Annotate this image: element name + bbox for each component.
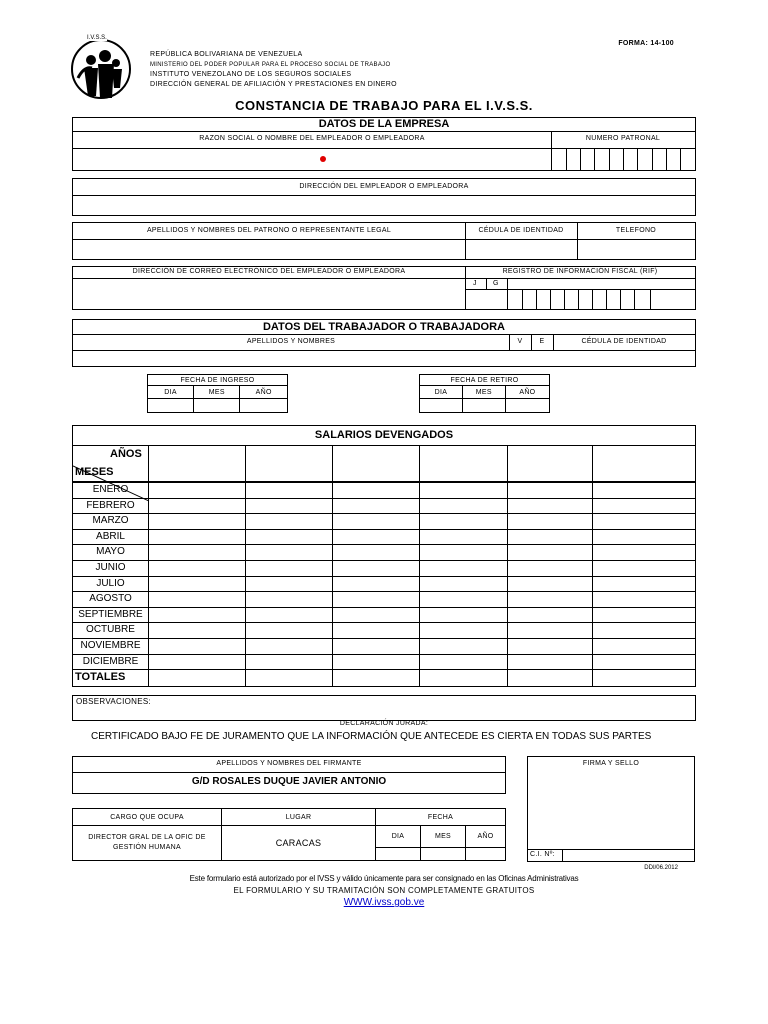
month-label: ABRIL	[96, 530, 125, 542]
cargo-label: CARGO QUE OCUPA	[73, 809, 222, 826]
numero-patronal-label: NUMERO PATRONAL	[585, 135, 661, 142]
month-row	[73, 639, 695, 655]
firmante-section	[72, 756, 506, 794]
representante-field[interactable]	[73, 240, 464, 259]
month-row	[73, 623, 695, 639]
trabajador-cedula-label: CÉDULA DE IDENTIDAD	[581, 338, 667, 345]
cargo-value: DIRECTOR GRAL DE LA OFIC DE GESTIÓN HUMANA	[73, 826, 222, 861]
header-line: MINISTERIO DEL PODER POPULAR PARA EL PROCESO SOCIAL DE TRABAJO	[150, 62, 391, 68]
mes-label: MES	[462, 386, 505, 399]
mes-label: MES	[421, 826, 466, 848]
meses-label: MESES	[75, 466, 114, 478]
anio-label: AÑO	[505, 386, 549, 399]
cedula-label: CÉDULA DE IDENTIDAD	[478, 227, 564, 234]
month-label: AGOSTO	[89, 593, 132, 605]
trabajador-title: DATOS DEL TRABAJADOR O TRABAJADORA	[262, 321, 505, 333]
firmante-label: APELLIDOS Y NOMBRES DEL FIRMANTE	[216, 760, 362, 767]
declaracion-text: CERTIFICADO BAJO FE DE JURAMENTO QUE LA INFORMACIÓN QUE ANTECEDE ES CIERTA EN TODAS SUS PARTES	[91, 731, 652, 742]
salarios-title: SALARIOS DEVENGADOS	[314, 429, 454, 441]
month-label: MARZO	[92, 515, 129, 527]
institution-lines	[150, 50, 397, 90]
retiro-dia-field[interactable]	[420, 399, 463, 413]
anos-label: AÑOS	[110, 448, 142, 460]
trabajador-nombres-label: APELLIDOS Y NOMBRES	[246, 338, 336, 345]
mes-label: MES	[194, 386, 240, 399]
month-row	[73, 530, 695, 546]
razon-social-field[interactable]	[73, 149, 550, 170]
month-row	[73, 514, 695, 530]
rif-g-label: G	[493, 280, 499, 287]
retiro-mes-field[interactable]	[462, 399, 505, 413]
fecha-label: FECHA	[376, 809, 506, 826]
ci-label: C.I. Nº:	[530, 851, 555, 858]
anio-label: AÑO	[466, 826, 506, 848]
website-link[interactable]: WWW.ivss.gob.ve	[343, 897, 425, 908]
footer-line1: Este formulario está autorizado por el IVSS y válido únicamente para ser consignado en las Oficinas Administrativas	[189, 874, 579, 883]
month-row	[73, 655, 695, 671]
dia-label: DIA	[148, 386, 194, 399]
salarios-section	[72, 425, 696, 687]
dia-label: DIA	[420, 386, 463, 399]
header-line: DIRECCIÓN GENERAL DE AFILIACIÓN Y PRESTACIONES EN DINERO	[150, 81, 397, 88]
red-dot-marker	[320, 156, 326, 162]
ingreso-anio-field[interactable]	[240, 399, 288, 413]
month-label: ENERO	[92, 484, 129, 495]
firma-dia-field[interactable]	[376, 847, 421, 860]
direccion-label: DIRECCIÓN DEL EMPLEADOR O EMPLEADORA	[299, 183, 469, 190]
month-label: MAYO	[96, 546, 125, 558]
correo-field[interactable]	[73, 279, 464, 309]
ingreso-mes-field[interactable]	[194, 399, 240, 413]
anio-label: AÑO	[240, 386, 288, 399]
firma-sello-label: FIRMA Y SELLO	[582, 760, 640, 767]
observaciones-label: OBSERVACIONES:	[76, 697, 152, 706]
logo-text: I.V.S.S.	[87, 35, 107, 41]
firma-sello-box[interactable]	[527, 756, 695, 862]
cedula-field[interactable]	[466, 240, 576, 259]
correo-label: DIRECCIÓN DE CORREO ELECTRÓNICO DEL EMPLEADOR O EMPLEADORA	[132, 268, 406, 275]
direccion-field[interactable]	[73, 196, 695, 215]
header-line: INSTITUTO VENEZOLANO DE LOS SEGUROS SOCIALES	[150, 71, 352, 78]
footer-code: DDI/06.2012	[644, 865, 678, 871]
declaracion-label: DECLARACIÓN JURADA:	[339, 720, 429, 727]
trabajador-field[interactable]	[73, 351, 695, 366]
correo-section	[72, 266, 696, 310]
month-label: FEBRERO	[86, 499, 135, 511]
month-row	[73, 499, 695, 515]
month-label: SEPTIEMBRE	[78, 608, 143, 620]
totales-label: TOTALES	[75, 671, 126, 684]
firma-mes-field[interactable]	[421, 847, 466, 860]
month-row	[73, 561, 695, 577]
e-label: E	[539, 338, 545, 345]
representante-label: APELLIDOS Y NOMBRES DEL PATRONO O REPRESENTANTE LEGAL	[146, 227, 392, 234]
v-label: V	[517, 338, 523, 345]
month-row	[73, 545, 695, 561]
month-label: DICIEMBRE	[82, 655, 139, 667]
retiro-anio-field[interactable]	[505, 399, 549, 413]
rif-j-label: J	[473, 280, 477, 287]
empresa-section	[72, 117, 696, 171]
empresa-title: DATOS DE LA EMPRESA	[318, 118, 450, 130]
month-row	[73, 577, 695, 593]
month-row	[73, 608, 695, 624]
trabajador-section	[72, 319, 696, 367]
lugar-label: LUGAR	[222, 809, 376, 826]
lugar-value: CARACAS	[222, 826, 376, 861]
firma-anio-field[interactable]	[466, 847, 506, 860]
fecha-ingreso-table	[147, 374, 288, 413]
cargo-table	[72, 808, 506, 861]
month-label: NOVIEMBRE	[80, 640, 141, 651]
fecha-retiro-table	[419, 374, 550, 413]
month-row	[73, 483, 695, 499]
numero-patronal-field[interactable]	[552, 149, 695, 170]
rif-field[interactable]	[508, 289, 695, 309]
page-title: CONSTANCIA DE TRABAJO PARA EL I.V.S.S.	[235, 98, 533, 113]
fecha-retiro-label: FECHA DE RETIRO	[420, 375, 550, 386]
rif-label: REGISTRO DE INFORMACIÓN FISCAL (RIF)	[502, 268, 658, 275]
month-label: JUNIO	[95, 562, 126, 573]
dia-label: DIA	[376, 826, 421, 848]
ivss-logo	[70, 35, 132, 100]
header-line: REPÚBLICA BOLIVARIANA DE VENEZUELA	[150, 51, 303, 58]
firmante-name: G/D ROSALES DUQUE JAVIER ANTONIO	[191, 776, 387, 787]
month-row	[73, 592, 695, 608]
fecha-ingreso-label: FECHA DE INGRESO	[148, 375, 288, 386]
footer-line2: EL FORMULARIO Y SU TRAMITACIÓN SON COMPLETAMENTE GRATUITOS	[233, 886, 535, 895]
form-number: FORMA: 14-100	[618, 40, 674, 47]
direccion-section	[72, 178, 696, 216]
telefono-label: TELEFONO	[615, 227, 657, 234]
month-label: OCTUBRE	[86, 624, 135, 636]
totales-row	[73, 670, 695, 686]
telefono-field[interactable]	[578, 240, 695, 259]
representante-section	[72, 222, 696, 260]
ingreso-dia-field[interactable]	[148, 399, 194, 413]
observaciones-field[interactable]	[72, 695, 696, 721]
razon-social-label: RAZON SOCIAL O NOMBRE DEL EMPLEADOR O EMPLEADORA	[199, 135, 425, 142]
month-label: JULIO	[96, 577, 125, 589]
